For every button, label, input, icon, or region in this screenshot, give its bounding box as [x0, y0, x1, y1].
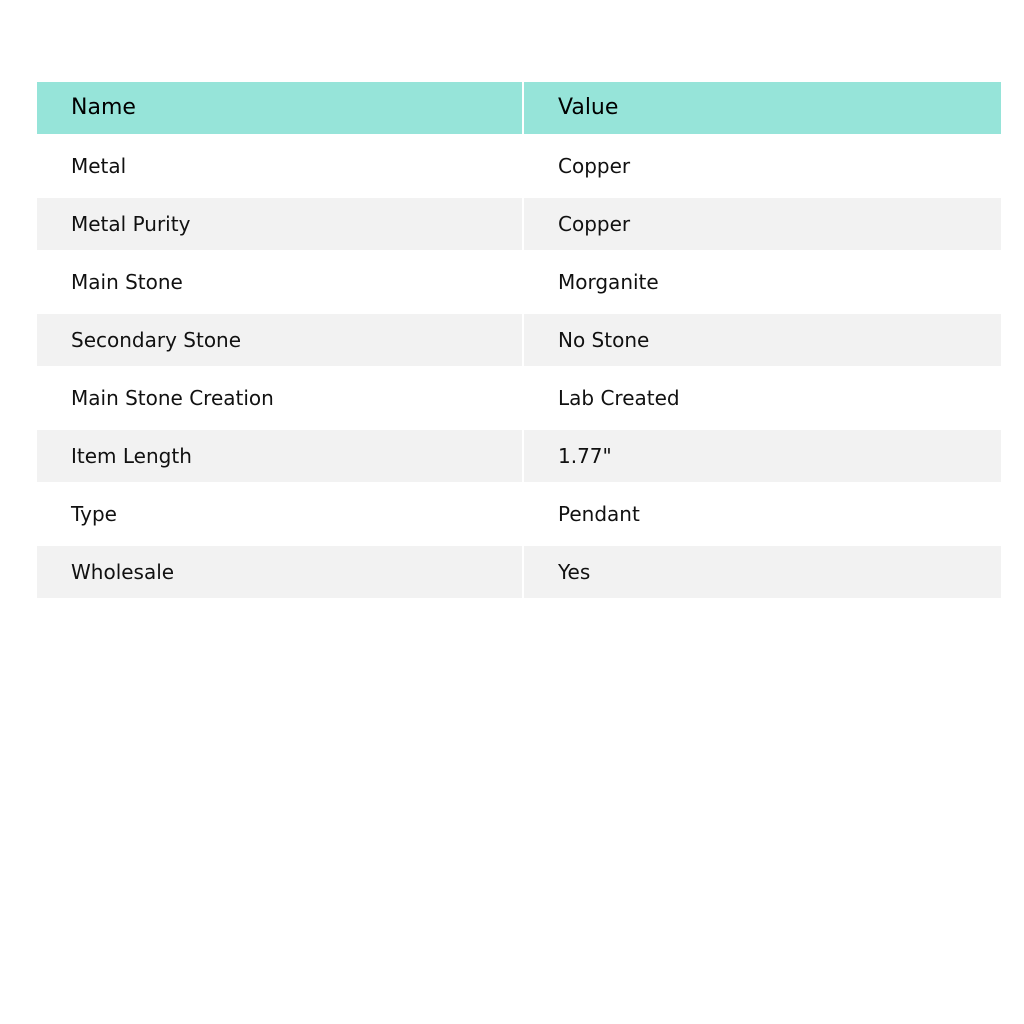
table-row	[37, 485, 1001, 543]
specifications-table	[37, 82, 1001, 598]
row-name-cell: Secondary Stone	[37, 311, 523, 369]
row-name-cell: Main Stone	[37, 253, 523, 311]
table-row	[37, 369, 1001, 427]
table-row	[37, 543, 1001, 598]
row-value-cell: Lab Created	[523, 369, 1001, 427]
row-name-cell: Metal	[37, 137, 523, 195]
column-header-value: Value	[523, 82, 1001, 137]
row-value-cell: Copper	[523, 195, 1001, 253]
row-value-cell: Pendant	[523, 485, 1001, 543]
row-name-cell: Metal Purity	[37, 195, 523, 253]
row-name-cell: Main Stone Creation	[37, 369, 523, 427]
table-body	[37, 137, 1001, 598]
row-name-cell: Wholesale	[37, 543, 523, 598]
table-header-row	[37, 82, 1001, 137]
column-header-name: Name	[37, 82, 523, 137]
row-value-cell: Copper	[523, 137, 1001, 195]
row-value-cell: No Stone	[523, 311, 1001, 369]
row-value-cell: Yes	[523, 543, 1001, 598]
table-header	[37, 82, 1001, 137]
table-row	[37, 427, 1001, 485]
row-value-cell: Morganite	[523, 253, 1001, 311]
table-row	[37, 311, 1001, 369]
table-row	[37, 137, 1001, 195]
table-row	[37, 195, 1001, 253]
row-value-cell: 1.77"	[523, 427, 1001, 485]
row-name-cell: Item Length	[37, 427, 523, 485]
row-name-cell: Type	[37, 485, 523, 543]
table-row	[37, 253, 1001, 311]
